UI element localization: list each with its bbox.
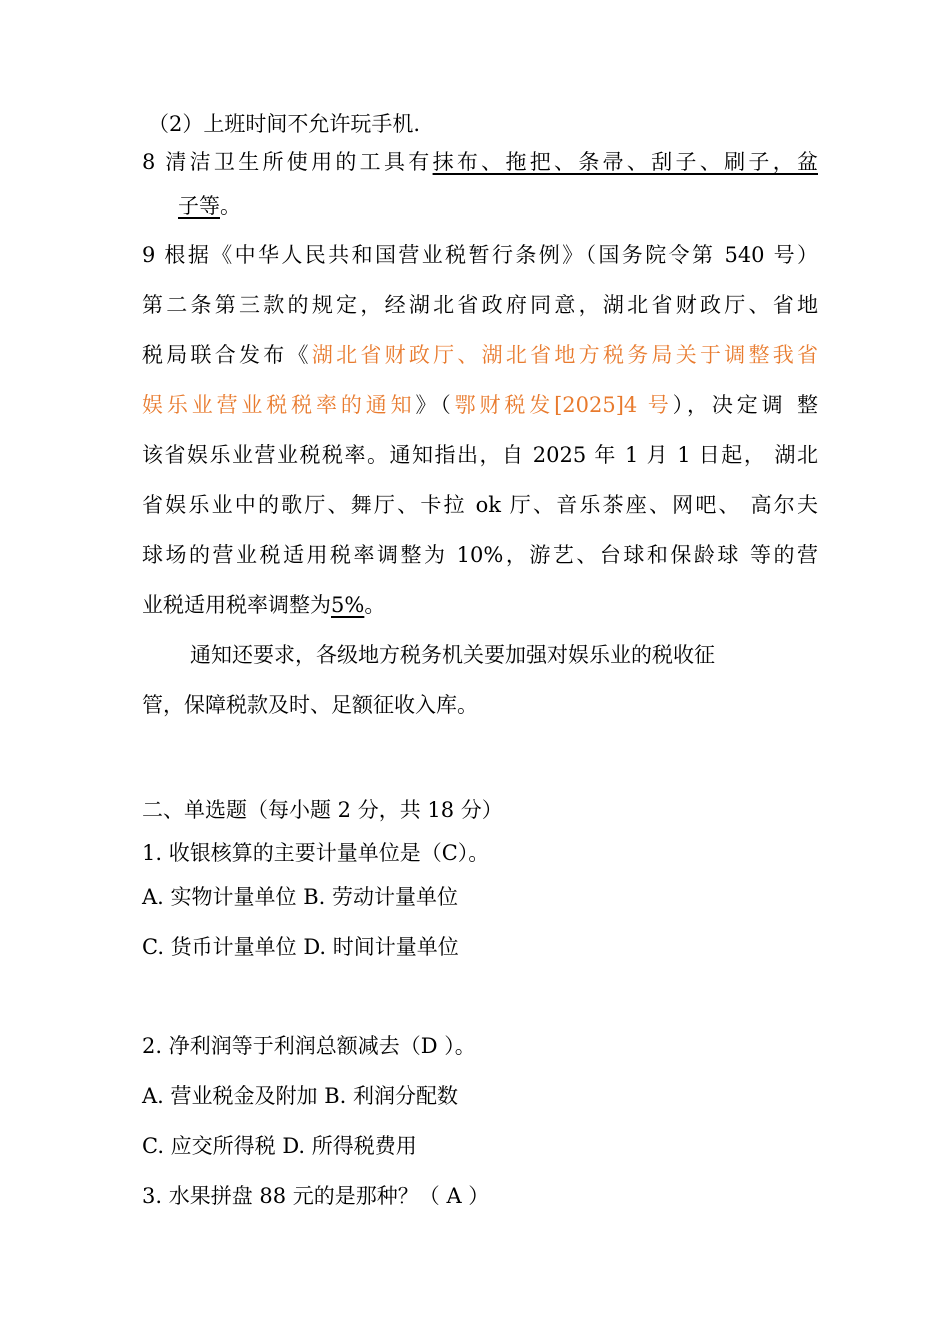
text-line: 球场的营业税适用税率调整为 10%，游艺、台球和保龄球 等的营 [142,543,818,567]
text-line [178,191,241,221]
text-segment: 业税适用税率调整为 [142,593,331,617]
text-segment: 8 清洁卫生所使用的工具有 [142,150,433,174]
text-line [142,340,818,370]
text-line: 9 根据《中华人民共和国营业税暂行条例》（国务院令第 540 号） [142,243,818,267]
question-options: A. 实物计量单位 B. 劳动计量单位 [142,885,458,909]
document-title-highlight: 湖北省财政厅、湖北省地方税务局关于调整我省 [311,343,818,367]
text-segment: 。 [220,194,241,218]
question-options: C. 应交所得税 D. 所得税费用 [142,1134,417,1158]
question-stem: 1. 收银核算的主要计量单位是（C）。 [142,841,490,865]
underlined-answer: 子等 [178,194,220,218]
document-title-highlight: 娱乐业营业税税率的通知 [142,393,416,417]
document-number-highlight: 鄂财税发[2025]4 号 [454,393,673,417]
section-title: 二、单选题（每小题 2 分，共 18 分） [142,798,503,822]
text-line: 通知还要求，各级地方税务机关要加强对娱乐业的税收征 [190,643,715,667]
question-stem: 3. 水果拼盘 88 元的是那种？（ A ） [142,1184,490,1208]
question-options: C. 货币计量单位 D. 时间计量单位 [142,935,459,959]
question-options: A. 营业税金及附加 B. 利润分配数 [142,1084,458,1108]
text-line [142,390,818,420]
text-line: 省娱乐业中的歌厅、舞厅、卡拉 ok 厅、音乐茶座、网吧、 高尔夫 [142,493,818,517]
text-segment: 。 [364,593,386,617]
question-stem: 2. 净利润等于利润总额减去（D ）。 [142,1034,476,1058]
text-line [142,590,385,620]
text-segment: 税局联合发布《 [142,343,312,367]
text-line: （2）上班时间不允许玩手机. [148,112,421,136]
underlined-answer: 5% [331,593,365,617]
underlined-answer: 抹布、拖把、条帚、刮子、刷子，盆 [432,150,818,174]
text-line: 第二条第三款的规定，经湖北省政府同意，湖北省财政厅、省地 [142,293,818,317]
text-line: 该省娱乐业营业税税率。通知指出，自 2025 年 1 月 1 日起， 湖北 [142,443,818,467]
text-line [142,147,818,177]
text-segment: 》（ [415,393,455,417]
text-segment: ），决定调 整 [672,393,818,417]
text-line: 管，保障税款及时、足额征收入库。 [142,693,478,717]
